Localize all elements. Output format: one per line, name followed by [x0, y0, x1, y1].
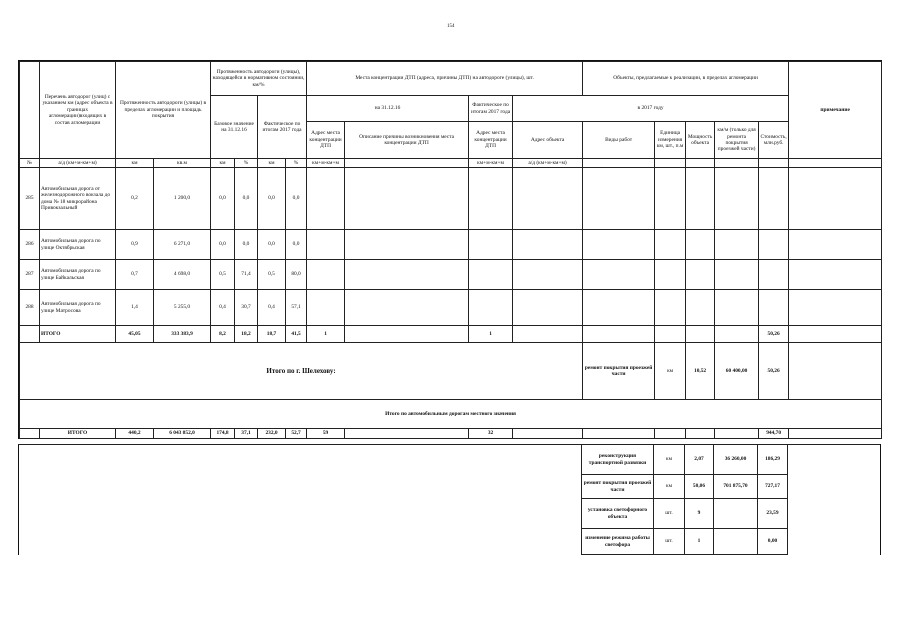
empty-cell — [469, 230, 513, 260]
row-no: 287 — [20, 260, 40, 290]
row-fact-km: 0,4 — [258, 290, 286, 326]
total-area: 6 043 852,0 — [154, 429, 211, 439]
empty-cell — [513, 429, 583, 439]
city-total-power: 10,52 — [686, 343, 715, 400]
header-base: Базовое значение на 31.12.16 — [211, 96, 258, 159]
empty-cell — [307, 260, 345, 290]
header-work: Виды работ — [583, 122, 655, 159]
summary-cost: 186,29 — [758, 445, 788, 475]
unit-kvm: кв.м — [154, 159, 211, 168]
total-km: 440,2 — [116, 429, 154, 439]
empty-cell — [715, 290, 759, 326]
empty-cell — [345, 168, 469, 230]
summary-power: 2,07 — [685, 445, 714, 475]
summary-work: установка светофорного объекта — [582, 499, 654, 529]
unit-empty — [759, 159, 789, 168]
total-area: 333 383,9 — [154, 326, 211, 343]
row-area: 4 698,0 — [154, 260, 211, 290]
header-km-m: км/м (только для ремонта покрытия проезжей части) — [715, 122, 759, 159]
summary-unit: шт. — [654, 499, 685, 529]
empty-cell — [686, 290, 715, 326]
unit-nd: а/д (км+м-км+м) — [40, 159, 116, 168]
row-fact-pct: 0,0 — [286, 168, 307, 230]
empty-cell — [469, 168, 513, 230]
row-km: 0,9 — [116, 230, 154, 260]
empty-cell — [789, 326, 882, 343]
empty-cell — [789, 230, 882, 260]
empty-cell — [345, 326, 469, 343]
summary-unit: км — [654, 445, 685, 475]
header-dtp-addr: Адрес места концентрации ДТП — [307, 122, 345, 159]
empty-cell — [789, 260, 882, 290]
row-base-pct: 0,0 — [235, 230, 258, 260]
header-on-date: на 31.12.16 — [307, 96, 469, 122]
total-base-pct: 37,1 — [235, 429, 258, 439]
unit-pct: % — [235, 159, 258, 168]
row-base-km: 0,0 — [211, 168, 235, 230]
row-km: 0,2 — [116, 168, 154, 230]
empty-cell — [20, 429, 40, 439]
summary-km-m: 701 875,70 — [714, 475, 758, 499]
empty-cell — [307, 168, 345, 230]
total-dtp: 1 — [307, 326, 345, 343]
row-name: Автомобильная дорога по улице Октябрьская — [40, 230, 116, 260]
row-no: 285 — [20, 168, 40, 230]
summary-km-m — [714, 499, 758, 529]
empty-cell — [789, 429, 882, 439]
city-total-unit: км — [655, 343, 686, 400]
empty-cell — [345, 230, 469, 260]
total-dtp2: 1 — [469, 326, 513, 343]
summary-power: 9 — [685, 499, 714, 529]
summary-table — [18, 444, 880, 561]
empty-cell — [469, 290, 513, 326]
total-fact-pct: 41,5 — [286, 326, 307, 343]
header-unit: Единица измерения км, шт., п.м — [655, 122, 686, 159]
summary-unit: шт. — [654, 529, 685, 555]
header-dtp-places: Места концентрации ДТП (адреса, причины ДТП) на автодороге (улицы), шт. — [307, 62, 583, 96]
city-total-km-m: 60 400,00 — [715, 343, 759, 400]
unit-empty — [583, 159, 655, 168]
empty-cell — [686, 168, 715, 230]
header-length: Протяженность автодороги (улицы) в пределах агломерации и площадь покрытия — [116, 62, 211, 159]
header-actual2017: Фактическое по итогам 2017 года — [258, 96, 307, 159]
empty-cell — [759, 168, 789, 230]
row-base-km: 0,0 — [211, 230, 235, 260]
empty-cell — [789, 343, 882, 400]
total-base-km: 174,8 — [211, 429, 235, 439]
header-actual2017-dtp: Фактическое по итогам 2017 года — [469, 96, 513, 122]
total-dtp2: 32 — [469, 429, 513, 439]
summary-power: 50,06 — [685, 475, 714, 499]
summary-blank — [19, 445, 582, 555]
summary-work: изменение режима работы светофора — [582, 529, 654, 555]
empty-cell — [686, 230, 715, 260]
empty-cell — [307, 290, 345, 326]
empty-cell — [715, 326, 759, 343]
row-fact-pct: 80,0 — [286, 260, 307, 290]
total-label: ИТОГО — [40, 326, 116, 343]
total-fact-pct: 52,7 — [286, 429, 307, 439]
total-fact-km: 18,7 — [258, 326, 286, 343]
empty-cell — [789, 168, 882, 230]
unit-km2: км — [211, 159, 235, 168]
total-fact-km: 232,0 — [258, 429, 286, 439]
summary-cost: 23,59 — [758, 499, 788, 529]
row-area: 6 271,0 — [154, 230, 211, 260]
row-km: 0,7 — [116, 260, 154, 290]
empty-cell — [715, 230, 759, 260]
row-area: 1 200,0 — [154, 168, 211, 230]
row-base-pct: 0,0 — [235, 168, 258, 230]
table-row — [20, 290, 882, 326]
empty-cell — [513, 260, 583, 290]
empty-cell — [686, 326, 715, 343]
header-dtp-addr2: Адрес места концентрации ДТП — [469, 122, 513, 159]
row-fact-km: 0,0 — [258, 230, 286, 260]
city-total-work: ремонт покрытия проезжей части — [583, 343, 655, 400]
summary-km-m — [714, 529, 758, 555]
empty-cell — [583, 230, 655, 260]
empty-cell — [715, 260, 759, 290]
empty-cell — [655, 230, 686, 260]
city-total-label: Итого по г. Шелехову: — [20, 343, 583, 400]
empty-cell — [345, 260, 469, 290]
row-name: Автомобильная дорога по улице Байкальская — [40, 260, 116, 290]
unit-km: км — [116, 159, 154, 168]
empty-cell — [345, 429, 469, 439]
header-year: в 2017 году — [513, 96, 789, 122]
row-fact-pct: 57,1 — [286, 290, 307, 326]
header-dtp-reason: Описание причины возникновения места концентрации ДТП — [345, 122, 469, 159]
empty-cell — [583, 429, 655, 439]
total-km: 45,05 — [116, 326, 154, 343]
local-total-label: Итого по автомобильным дорогам местного значения — [20, 400, 882, 429]
local-total-row — [20, 400, 882, 429]
summary-blank-right — [788, 445, 881, 555]
unit-empty — [655, 159, 686, 168]
empty-cell — [759, 230, 789, 260]
summary-work: ремонт покрытия проезжей части — [582, 475, 654, 499]
empty-cell — [715, 168, 759, 230]
empty-cell — [583, 290, 655, 326]
table-row — [20, 260, 882, 290]
summary-work: реконструкция транспортной развязки — [582, 445, 654, 475]
unit-nd2: а/д (км+м-км+м) — [513, 159, 583, 168]
unit-km3: км — [258, 159, 286, 168]
summary-row — [19, 445, 881, 475]
row-km: 1,4 — [116, 290, 154, 326]
empty-cell — [655, 429, 686, 439]
empty-cell — [513, 290, 583, 326]
header-objects: Объекты, предлагаемые к реализации, в пределах агломерации — [583, 62, 789, 96]
summary-cost: 727,17 — [758, 475, 788, 499]
row-area: 5 255,0 — [154, 290, 211, 326]
header-obj-addr: Адрес объекта — [513, 122, 583, 159]
header-cost: Стоимость, млн.руб. — [759, 122, 789, 159]
empty-cell — [686, 429, 715, 439]
unit-kmm: км+м-км+м — [307, 159, 345, 168]
empty-cell — [789, 290, 882, 326]
header-no-empty — [20, 62, 40, 159]
header-norm-length: Протяженность автодороги (улицы), находящейся в нормативном состоянии, км/% — [211, 62, 307, 96]
row-name: Автомобильная дорога от железнодорожного вокзала до дома № 18 микрорайона Привокзальный — [40, 168, 116, 230]
row-no: 286 — [20, 230, 40, 260]
empty-cell — [345, 290, 469, 326]
row-no: 288 — [20, 290, 40, 326]
row-base-pct: 30,7 — [235, 290, 258, 326]
empty-cell — [469, 260, 513, 290]
total-row — [20, 429, 882, 439]
empty-cell — [715, 429, 759, 439]
empty-cell — [583, 326, 655, 343]
empty-cell — [513, 326, 583, 343]
table-row — [20, 230, 882, 260]
header-power: Мощность объекта — [686, 122, 715, 159]
summary-km-m: 36 260,00 — [714, 445, 758, 475]
table-row — [20, 168, 882, 230]
unit-empty — [345, 159, 469, 168]
summary-unit: км — [654, 475, 685, 499]
header-road-list: Перечень автодорог (улиц) с указанием км (адрес объекта в границах агломерации)входящих в состав агломерации — [40, 62, 116, 159]
total-row — [20, 326, 882, 343]
empty-cell — [655, 290, 686, 326]
total-cost: 50,26 — [759, 326, 789, 343]
row-base-km: 0,5 — [211, 260, 235, 290]
unit-no: № — [20, 159, 40, 168]
unit-empty — [686, 159, 715, 168]
summary-cost: 0,00 — [758, 529, 788, 555]
total-base-pct: 18,2 — [235, 326, 258, 343]
header-note: примечание — [789, 62, 882, 159]
summary-power: 1 — [685, 529, 714, 555]
empty-cell — [583, 260, 655, 290]
unit-pct2: % — [286, 159, 307, 168]
city-total-cost: 50,26 — [759, 343, 789, 400]
empty-cell — [759, 260, 789, 290]
row-name: Автомобильная дорога по улице Матросова — [40, 290, 116, 326]
total-dtp: 59 — [307, 429, 345, 439]
empty-cell — [583, 168, 655, 230]
unit-empty — [789, 159, 882, 168]
unit-kmm2: км+м-км+м — [469, 159, 513, 168]
page-number: 154 — [447, 24, 455, 29]
empty-cell — [655, 260, 686, 290]
row-fact-km: 0,5 — [258, 260, 286, 290]
row-fact-pct: 0,0 — [286, 230, 307, 260]
empty-cell — [20, 326, 40, 343]
empty-cell — [513, 230, 583, 260]
empty-cell — [655, 326, 686, 343]
row-fact-km: 0,0 — [258, 168, 286, 230]
empty-cell — [655, 168, 686, 230]
empty-cell — [307, 230, 345, 260]
total-label: ИТОГО — [40, 429, 116, 439]
empty-cell — [759, 290, 789, 326]
row-base-km: 0,4 — [211, 290, 235, 326]
city-total-row — [20, 343, 882, 400]
report-table — [18, 60, 882, 439]
total-base-km: 8,2 — [211, 326, 235, 343]
total-cost: 944,70 — [759, 429, 789, 439]
row-base-pct: 71,4 — [235, 260, 258, 290]
unit-empty — [715, 159, 759, 168]
empty-cell — [686, 260, 715, 290]
empty-cell — [513, 168, 583, 230]
